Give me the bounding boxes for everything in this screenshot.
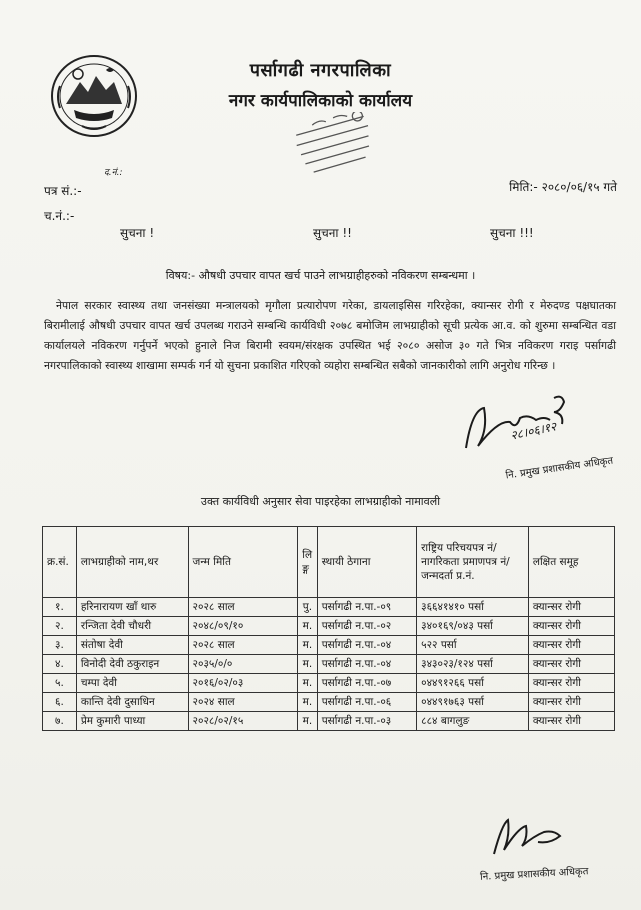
cell-gender: म. [298, 674, 317, 693]
office-name: नगर कार्यपालिकाको कार्यालय [228, 91, 413, 111]
cell-address: पर्सागढी न.पा.-०४ [317, 636, 416, 655]
cell-gender: म. [298, 636, 317, 655]
col-permanent-address: स्थायी ठेगाना [317, 527, 416, 598]
cell-serial: ६. [43, 693, 77, 712]
cell-id: ८८४ बागलुङ [417, 712, 529, 731]
cell-dob: २०४८/०९/१० [188, 617, 298, 636]
footer-designation: नि. प्रमुख प्रशासकीय अधिकृत [479, 866, 589, 883]
dispatch-number-label: च.नं.:- [44, 209, 75, 223]
cell-group: क्यान्सर रोगी [528, 655, 614, 674]
cell-name: कान्ति देवी दुसाधिन [76, 693, 188, 712]
table-row [43, 674, 615, 693]
col-target-group: लक्षित समूह [528, 527, 614, 598]
cell-id: ३६६४१४१० पर्सा [417, 598, 529, 617]
subject-line: विषय:- औषधी उपचार वापत खर्च पाउने लाभग्राहीहरुको नविकरण सम्बन्धमा । [165, 269, 476, 282]
cell-group: क्यान्सर रोगी [528, 674, 614, 693]
signature-date: २८।०६।१२ [509, 419, 558, 443]
cell-address: पर्सागढी न.पा.-०९ [317, 598, 416, 617]
cell-gender: म. [298, 617, 317, 636]
cell-gender: म. [298, 693, 317, 712]
handwritten-number: द.नं.: [104, 168, 123, 178]
cell-group: क्यान्सर रोगी [528, 693, 614, 712]
cell-name: चम्पा देवी [76, 674, 188, 693]
cell-group: क्यान्सर रोगी [528, 617, 614, 636]
cell-gender: म. [298, 655, 317, 674]
beneficiary-table [42, 526, 615, 731]
official-stamp [290, 112, 382, 180]
cell-address: पर्सागढी न.पा.-०६ [317, 693, 416, 712]
cell-name: प्रेम कुमारी पाध्या [76, 712, 188, 731]
cell-address: पर्सागढी न.पा.-०३ [317, 712, 416, 731]
cell-name: रन्जिता देवी चौधरी [76, 617, 188, 636]
table-row [43, 693, 615, 712]
cell-address: पर्सागढी न.पा.-०७ [317, 674, 416, 693]
cell-dob: २०१६/०२/०३ [188, 674, 298, 693]
cell-serial: १. [43, 598, 77, 617]
cell-dob: २०२८/०२/१५ [188, 712, 298, 731]
cell-dob: २०२८ साल [188, 636, 298, 655]
table-row [43, 712, 615, 731]
cell-group: क्यान्सर रोगी [528, 712, 614, 731]
cell-dob: २०३५/०/० [188, 655, 298, 674]
cell-address: पर्सागढी न.पा.-०२ [317, 617, 416, 636]
letter-number-label: पत्र सं.:- [44, 184, 82, 198]
col-date-of-birth: जन्म मिति [188, 527, 298, 598]
col-beneficiary-name: लाभग्राहीको नाम,थर [76, 527, 188, 598]
col-id-number: राष्ट्रिय परिचयपत्र नं/नागरिकता प्रमाणपत्र नं/जन्मदर्ता प्र.नं. [417, 527, 529, 598]
cell-group: क्यान्सर रोगी [528, 636, 614, 655]
notice-body: नेपाल सरकार स्वास्थ्य तथा जनसंख्या मन्त्रालयको मृगौला प्रत्यारोपण गरेका, डायलाइसिस गरिरहेका, क्यान्सर रोगी र मेरुदण्ड पक्षघातका बिरामीलाई औषधी उपचार वापत खर्च उपलब्ध गराउने सम्बन्धि कार्यविधी २०७८ बमोजिम लाभग्राहीको सूची प्रत्येक आ.व. को शुरुमा सम्बन्धित वडा कार्यालयले नविकरण गर्नुपर्ने भएको हुनाले निज बिरामी स्वयम/संरक्षक उपस्थित भई २०८० असोज ३० गते भित्र नविकरण गराइ पर्सागढी नगरपालिकाको स्वास्थ्य शाखामा सम्पर्क गर्न यो सुचना प्रकाशित गरिएको व्यहोरा सम्बन्धित सबैको जानकारीको लागि अनुरोध गरिन्छ । [44, 299, 616, 372]
notice-heading-2: सुचना !! [313, 226, 352, 240]
cell-serial: ४. [43, 655, 77, 674]
col-serial-number: क्र.सं. [43, 527, 77, 598]
cell-name: संतोषा देवी [76, 636, 188, 655]
organization-name: पर्सागढी नगरपालिका [249, 60, 392, 81]
cell-id: ३४३०२३/१२४ पर्सा [417, 655, 529, 674]
cell-serial: ७. [43, 712, 77, 731]
signature-2 [488, 806, 568, 862]
cell-id: ०४४९१२६६ पर्सा [417, 674, 529, 693]
table-row [43, 598, 615, 617]
cell-dob: २०२४ साल [188, 693, 298, 712]
date-label: मिति:- २०८०/०६/१५ गते [509, 180, 617, 194]
cell-name: हरिनारायण खाँ थारु [76, 598, 188, 617]
notice-heading-1: सुचना ! [120, 226, 155, 240]
cell-serial: ३. [43, 636, 77, 655]
table-row [43, 636, 615, 655]
table-title: उक्त कार्यविधी अनुसार सेवा पाइरहेका लाभग्राहीको नामावली [200, 495, 441, 508]
cell-gender: म. [298, 712, 317, 731]
cell-id: ५२२ पर्सा [417, 636, 529, 655]
cell-id: ३४०१६९/०४३ पर्सा [417, 617, 529, 636]
cell-gender: पु. [298, 598, 317, 617]
notice-heading-3: सुचना !!! [490, 226, 534, 240]
table-row [43, 655, 615, 674]
signatory-designation: नि. प्रमुख प्रशासकीय अधिकृत [504, 455, 614, 482]
cell-group: क्यान्सर रोगी [528, 598, 614, 617]
table-row [43, 617, 615, 636]
cell-name: विनोदी देवी ठकुराइन [76, 655, 188, 674]
cell-dob: २०२८ साल [188, 598, 298, 617]
cell-serial: ५. [43, 674, 77, 693]
cell-id: ०४४९१७६३ पर्सा [417, 693, 529, 712]
table-header-row [43, 527, 615, 598]
col-gender: लि ङ्ग [298, 527, 317, 598]
cell-address: पर्सागढी न.पा.-०४ [317, 655, 416, 674]
cell-serial: २. [43, 617, 77, 636]
